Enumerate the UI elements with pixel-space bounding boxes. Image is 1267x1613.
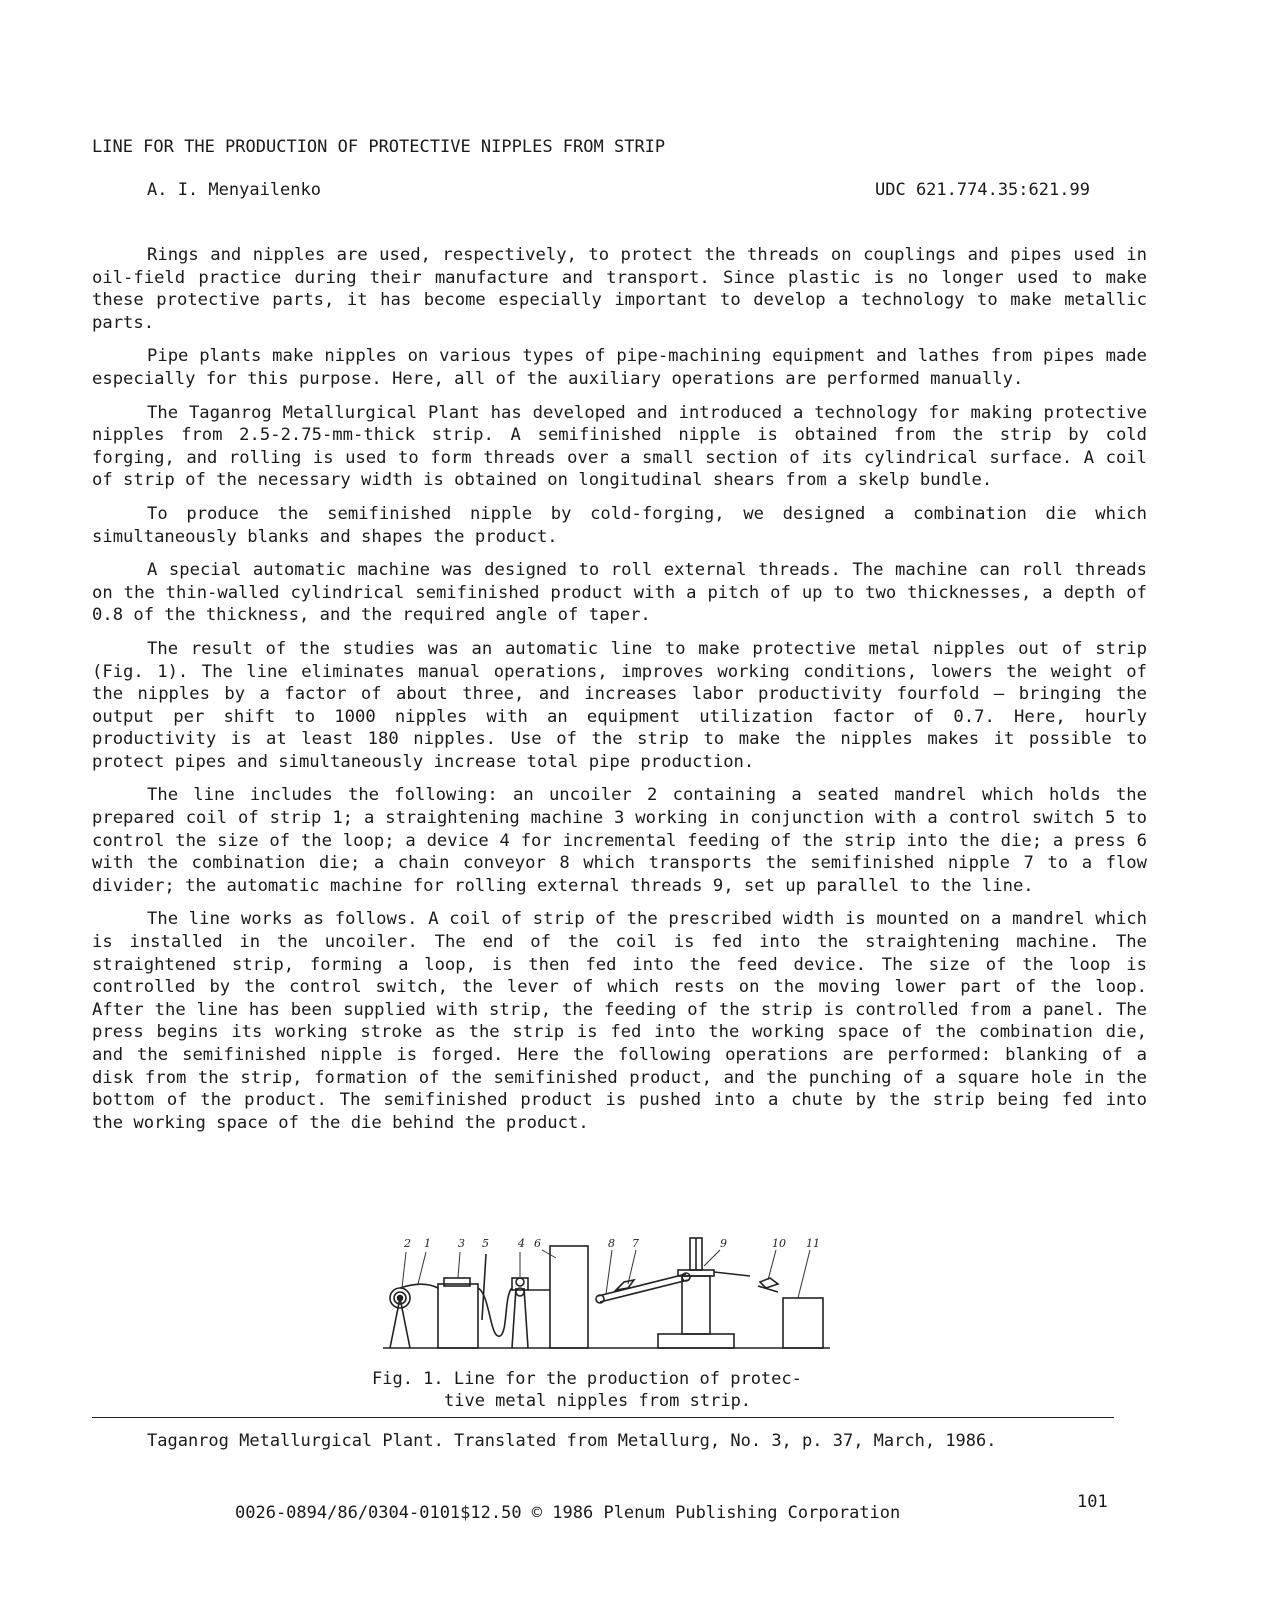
footnote-divider — [92, 1417, 1114, 1418]
paragraph-2: Pipe plants make nipples on various types of pipe-machining equipment and lathes from pipes made especially for this purpose. Here, all of the auxiliary operations are performed manually. — [92, 346, 1147, 389]
fig-label-8: 8 — [608, 1237, 615, 1250]
leader-6 — [542, 1250, 556, 1258]
page-number: 101 — [1077, 1492, 1108, 1512]
caption-line-2: tive metal nipples from strip. — [444, 1391, 752, 1411]
author-name: A. I. Menyailenko — [147, 180, 321, 200]
fig-label-4: 4 — [518, 1237, 525, 1250]
article-title: LINE FOR THE PRODUCTION OF PROTECTIVE NIPPLES FROM STRIP — [92, 137, 666, 157]
article-body — [92, 244, 1147, 1145]
udc-code: UDC 621.774.35:621.99 — [875, 180, 1090, 200]
feed-device-leg-left — [512, 1288, 516, 1348]
caption-line-1: Fig. 1. Line for the production of protec- — [372, 1369, 802, 1389]
fig-label-2: 2 — [404, 1237, 411, 1250]
flow-divider — [714, 1272, 750, 1276]
control-switch-lever — [482, 1254, 486, 1320]
chain-conveyor-top — [598, 1274, 686, 1296]
straightening-rolls — [444, 1278, 470, 1286]
mandrel — [398, 1296, 403, 1301]
thread-roller-base — [658, 1334, 734, 1348]
leader-7 — [628, 1250, 636, 1284]
paragraph-3: The Taganrog Metallurgical Plant has developed and introduced a technology for making protective nipples from 2.5-2.75-mm-thick strip. A semifinished nipple is obtained from the strip by cold forging, and rolling is used to form threads over a small section of its cylindrical surface. A coil of strip of the necessary width is obtained on longitudinal shears from a skelp bundle. — [92, 402, 1147, 491]
paragraph-5: A special automatic machine was designed to roll external threads. The machine can roll threads on the thin-walled cylindrical semifinished product with a pitch of up to two thicknesses, a depth of 0.8 of the thickness, and the required angle of taper. — [92, 560, 1147, 626]
paragraph-8: The line works as follows. A coil of strip of the prescribed width is mounted on a mandrel which is installed in the uncoiler. The end of the coil is fed into the straightening machine. The straightened strip, forming a loop, is then fed into the feed device. The size of the loop is controlled by the control switch, the lever of which rests on the moving lower part of the loop. After the line has been supplied with strip, the feeding of the strip is controlled from a panel. The press begins its working stroke as the strip is fed into the working space of the combination die, and the semifinished nipple is forged. Here the following operations are performed: blanking of a disk from the strip, formation of the semifinished product, and the punching of a square hole in the bottom of the product. The semifinished product is pushed into a chute by the strip being fed into the working space of the die behind the product. — [92, 909, 1147, 1133]
figure-caption — [372, 1368, 862, 1412]
fig-label-3: 3 — [458, 1237, 465, 1250]
leader-1 — [418, 1252, 426, 1284]
paragraph-7: The line includes the following: an uncoiler 2 containing a seated mandrel which holds the prepared coil of strip 1; a straightening machine 3 working in conjunction with a control switch 5 to control the size of the loop; a device 4 for incremental feeding of the strip into the die; a press 6 with the combination die; a chain conveyor 8 which transports the semifinished nipple 7 to a flow divider; the automatic machine for rolling external threads 9, set up parallel to the line. — [92, 785, 1147, 896]
publication-code: 0026-0894/86/0304-0101$12.50 © 1986 Plenum Publishing Corporation — [235, 1503, 901, 1523]
feed-device-leg-right — [524, 1288, 528, 1348]
straightening-machine — [438, 1284, 478, 1348]
leader-8 — [606, 1250, 612, 1294]
leader-9 — [704, 1250, 720, 1266]
leader-11 — [798, 1250, 810, 1298]
uncoiler-leg-right — [400, 1298, 410, 1348]
fig-label-9: 9 — [720, 1237, 727, 1250]
leader-2 — [402, 1252, 406, 1288]
leader-3 — [458, 1252, 460, 1278]
paragraph-1: Rings and nipples are used, respectively, to protect the threads on couplings and pipes used in oil-field practice during their manufacture and transport. Since plastic is no longer used to make these protective parts, it has become especially important to develop a technology to make metallic parts. — [92, 245, 1147, 333]
feed-roll-bottom — [516, 1288, 524, 1296]
chute-part — [760, 1278, 778, 1288]
press — [550, 1246, 588, 1348]
feed-roll-top — [516, 1278, 524, 1286]
fig-label-11: 11 — [806, 1237, 820, 1250]
paragraph-6: The result of the studies was an automatic line to make protective metal nipples out of strip (Fig. 1). The line eliminates manual operations, improves working conditions, lowers the weight of the nipples by a factor of about three, and increases labor productivity fourfold — bringing the output per shift to 1000 nipples with an equipment utilization factor of 0.7. Here, hourly productivity is at least 180 nipples. Use of the strip to make the nipples makes it possible to protect pipes and simultaneously increase total pipe production. — [92, 638, 1147, 772]
chain-conveyor-bottom — [600, 1280, 688, 1302]
leader-10 — [768, 1250, 776, 1280]
figure-1-diagram — [378, 1236, 838, 1360]
fig-label-7: 7 — [632, 1237, 639, 1250]
uncoiler-leg-left — [390, 1298, 400, 1348]
fig-label-6: 6 — [534, 1237, 541, 1250]
strip-segment-1 — [400, 1284, 438, 1288]
fig-label-10: 10 — [772, 1237, 786, 1250]
footnote: Taganrog Metallurgical Plant. Translated from Metallurg, No. 3, p. 37, March, 1986. — [147, 1431, 997, 1451]
fig-label-1: 1 — [424, 1237, 431, 1250]
fig-label-5: 5 — [482, 1237, 489, 1250]
semifinished-nipple — [616, 1280, 634, 1290]
thread-roller-column — [682, 1276, 710, 1334]
collecting-bin — [783, 1298, 823, 1348]
paragraph-4: To produce the semifinished nipple by cold-forging, we designed a combination die which simultaneously blanks and shapes the product. — [92, 503, 1147, 547]
